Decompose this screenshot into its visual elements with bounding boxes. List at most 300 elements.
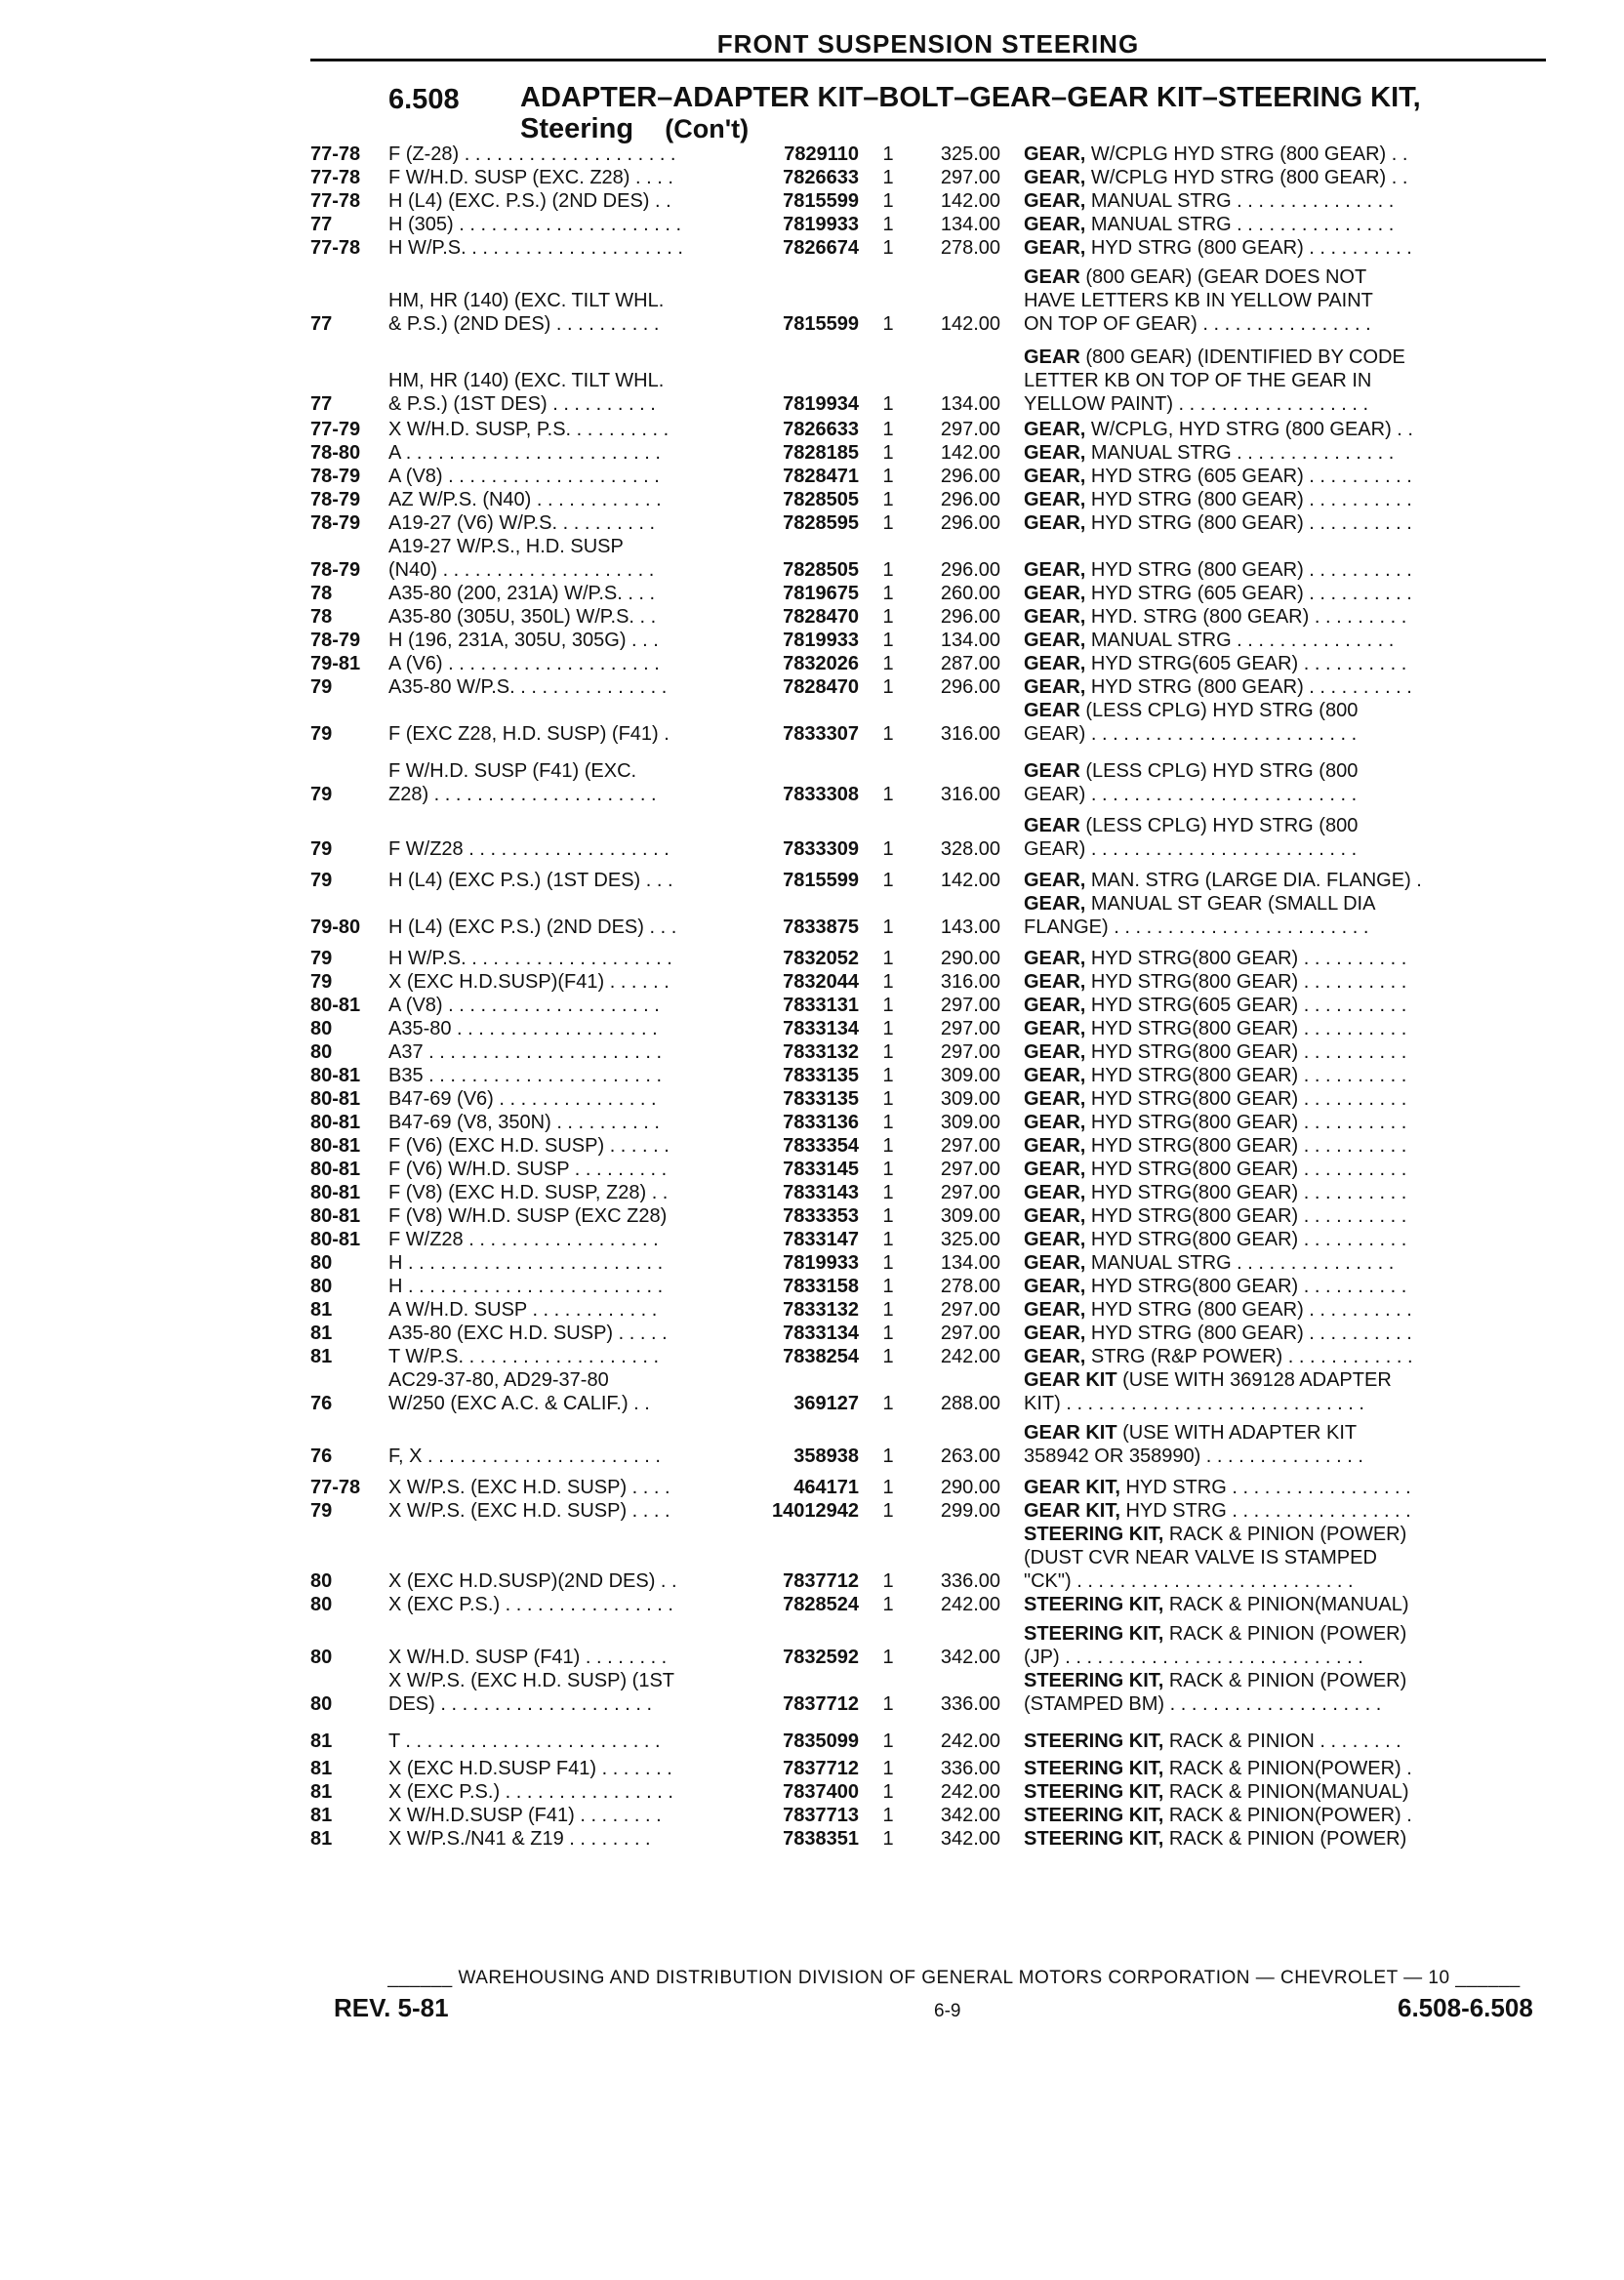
- row-description-term: STEERING KIT,: [1024, 1781, 1164, 1803]
- table-row: [310, 1368, 1579, 1415]
- footer-page-number: 6-9: [934, 2001, 961, 2021]
- row-description-term: GEAR,: [1024, 870, 1086, 891]
- row-price: 278.00: [940, 237, 1000, 259]
- table-row: [310, 1134, 1579, 1158]
- row-description: [1024, 1298, 1579, 1322]
- row-description-term: GEAR,: [1024, 676, 1086, 698]
- row-description-text: HYD STRG(800 GEAR) . . . . . . . . . .: [1085, 1018, 1407, 1039]
- row-description-text: (USE WITH 369128 ADAPTER KIT) . . . . . . . . . . . . . . . . . . . . . . . . . . . .: [1024, 1369, 1392, 1414]
- row-quantity: 1: [882, 214, 894, 235]
- row-model: X (EXC H.D.SUSP F41) . . . . . . .: [388, 1758, 672, 1779]
- row-part-number: 358938: [793, 1445, 859, 1467]
- row-quantity: 1: [882, 1805, 894, 1826]
- row-part-number: 7833134: [783, 1323, 859, 1344]
- row-year: 80-81: [310, 1135, 361, 1157]
- row-quantity: 1: [882, 442, 894, 464]
- row-year: 77-78: [310, 190, 361, 212]
- row-year: 81: [310, 1781, 333, 1803]
- row-price: 297.00: [940, 1182, 1000, 1203]
- row-model: F (V6) (EXC H.D. SUSP) . . . . . .: [388, 1135, 670, 1157]
- table-row: [310, 1087, 1579, 1111]
- row-model: H . . . . . . . . . . . . . . . . . . . . . . . .: [388, 1252, 664, 1274]
- row-description: [1024, 142, 1579, 166]
- row-year: 80: [310, 1041, 333, 1063]
- table-row: [310, 265, 1579, 336]
- header-rule: [310, 59, 1546, 61]
- row-price: 336.00: [940, 1758, 1000, 1779]
- row-description-text: HYD STRG(800 GEAR) . . . . . . . . . .: [1085, 1135, 1407, 1157]
- row-model: T W/P.S. . . . . . . . . . . . . . . . . . .: [388, 1346, 660, 1367]
- row-model: H (L4) (EXC P.S.) (1ST DES) . . .: [388, 870, 673, 891]
- row-quantity: 1: [882, 143, 894, 165]
- row-model: A W/H.D. SUSP . . . . . . . . . . . .: [388, 1299, 658, 1321]
- row-model: HM, HR (140) (EXC. TILT WHL. & P.S.) (1ST DES) . . . . . . . . . .: [388, 370, 665, 415]
- row-model: X W/H.D. SUSP, P.S. . . . . . . . . .: [388, 419, 670, 440]
- row-part-number: 7835099: [783, 1730, 859, 1752]
- row-year: 76: [310, 1445, 333, 1467]
- row-part-number: 7828524: [783, 1594, 859, 1615]
- row-model: H (L4) (EXC P.S.) (2ND DES) . . .: [388, 916, 677, 938]
- table-row: [310, 1017, 1579, 1040]
- row-quantity: 1: [882, 1229, 894, 1250]
- row-description: [1024, 1622, 1579, 1669]
- row-model: B47-69 (V6) . . . . . . . . . . . . . . .: [388, 1088, 657, 1110]
- row-description-text: MANUAL STRG . . . . . . . . . . . . . . .: [1085, 630, 1395, 651]
- row-model: X W/H.D. SUSP (F41) . . . . . . . .: [388, 1647, 668, 1668]
- table-row: [310, 1064, 1579, 1087]
- row-description: [1024, 947, 1579, 970]
- table-row: [310, 511, 1579, 535]
- row-description-term: GEAR,: [1024, 893, 1086, 915]
- row-price: 342.00: [940, 1647, 1000, 1668]
- row-quantity: 1: [882, 419, 894, 440]
- row-description-text: (LESS CPLG) HYD STRG (800 GEAR) . . . . . . . . . . . . . . . . . . . . . . . . .: [1024, 700, 1359, 745]
- table-row: [310, 1275, 1579, 1298]
- row-part-number: 7833132: [783, 1299, 859, 1321]
- row-year: 80: [310, 1276, 333, 1297]
- row-year: 79: [310, 838, 333, 860]
- row-price: 297.00: [940, 1135, 1000, 1157]
- row-description-text: HYD STRG (800 GEAR) . . . . . . . . . .: [1085, 512, 1412, 534]
- row-price: 134.00: [940, 214, 1000, 235]
- row-quantity: 1: [882, 971, 894, 993]
- row-description-term: STEERING KIT,: [1024, 1730, 1164, 1752]
- row-description-text: MANUAL STRG . . . . . . . . . . . . . . .: [1085, 190, 1395, 212]
- row-model: F W/Z28 . . . . . . . . . . . . . . . . . .: [388, 1229, 659, 1250]
- row-price: 260.00: [940, 583, 1000, 604]
- row-price: 328.00: [940, 838, 1000, 860]
- row-description: [1024, 1476, 1579, 1499]
- row-part-number: 7828470: [783, 606, 859, 628]
- row-description-term: GEAR,: [1024, 1112, 1086, 1133]
- row-year: 78-79: [310, 489, 361, 510]
- row-description-text: HYD STRG(800 GEAR) . . . . . . . . . .: [1085, 1159, 1407, 1180]
- row-description: [1024, 1593, 1579, 1616]
- row-price: 297.00: [940, 1323, 1000, 1344]
- row-quantity: 1: [882, 870, 894, 891]
- row-model: F W/Z28 . . . . . . . . . . . . . . . . . . .: [388, 838, 670, 860]
- row-model: A35-80 W/P.S. . . . . . . . . . . . . . .: [388, 676, 668, 698]
- row-description-text: RACK & PINION (POWER) (DUST CVR NEAR VALVE IS STAMPED "CK") . . . . . . . . . . . . . . . . . . . . . . . . . .: [1024, 1524, 1407, 1592]
- row-year: 79-80: [310, 916, 361, 938]
- row-quantity: 1: [882, 1323, 894, 1344]
- row-part-number: 7833136: [783, 1112, 859, 1133]
- row-description-text: HYD STRG (800 GEAR) . . . . . . . . . .: [1085, 237, 1412, 259]
- table-row: [310, 1111, 1579, 1134]
- row-year: 80-81: [310, 1065, 361, 1086]
- row-description-term: GEAR,: [1024, 948, 1086, 969]
- row-description-text: W/CPLG, HYD STRG (800 GEAR) . .: [1085, 419, 1413, 440]
- row-description-text: MANUAL ST GEAR (SMALL DIA FLANGE) . . . . . . . . . . . . . . . . . . . . . . . .: [1024, 893, 1376, 938]
- row-description-term: GEAR,: [1024, 1346, 1086, 1367]
- row-quantity: 1: [882, 1570, 894, 1592]
- row-quantity: 1: [882, 512, 894, 534]
- row-price: 297.00: [940, 1299, 1000, 1321]
- row-part-number: 7815599: [783, 190, 859, 212]
- row-description-text: HYD STRG(800 GEAR) . . . . . . . . . .: [1085, 1205, 1407, 1227]
- row-price: 299.00: [940, 1500, 1000, 1522]
- row-part-number: 7833875: [783, 916, 859, 938]
- row-description-term: GEAR,: [1024, 1065, 1086, 1086]
- row-quantity: 1: [882, 583, 894, 604]
- row-part-number: 7819933: [783, 630, 859, 651]
- row-quantity: 1: [882, 1647, 894, 1668]
- row-model: H (196, 231A, 305U, 305G) . . .: [388, 630, 659, 651]
- row-description-term: GEAR,: [1024, 559, 1086, 581]
- row-quantity: 1: [882, 237, 894, 259]
- row-model: X W/P.S./N41 & Z19 . . . . . . . .: [388, 1828, 651, 1850]
- table-row: [310, 582, 1579, 605]
- row-year: 80-81: [310, 1205, 361, 1227]
- table-row: [310, 994, 1579, 1017]
- row-description: [1024, 970, 1579, 994]
- row-model: F (Z-28) . . . . . . . . . . . . . . . . . . . .: [388, 143, 676, 165]
- table-row: [310, 759, 1579, 806]
- row-description-term: GEAR,: [1024, 214, 1086, 235]
- row-description-text: HYD STRG (800 GEAR) . . . . . . . . . .: [1085, 676, 1412, 698]
- row-price: 142.00: [940, 442, 1000, 464]
- row-part-number: 7828185: [783, 442, 859, 464]
- row-description: [1024, 1730, 1579, 1753]
- row-description: [1024, 994, 1579, 1017]
- row-year: 79: [310, 676, 333, 698]
- table-row: [310, 1298, 1579, 1322]
- row-description-term: GEAR: [1024, 760, 1080, 782]
- row-part-number: 369127: [793, 1393, 859, 1414]
- row-description-term: GEAR,: [1024, 1229, 1086, 1250]
- row-year: 78-79: [310, 559, 361, 581]
- row-price: 296.00: [940, 489, 1000, 510]
- row-price: 242.00: [940, 1346, 1000, 1367]
- row-description: [1024, 892, 1579, 939]
- row-description-term: GEAR,: [1024, 190, 1086, 212]
- row-part-number: 7833145: [783, 1159, 859, 1180]
- row-part-number: 7833158: [783, 1276, 859, 1297]
- row-year: 77-78: [310, 1477, 361, 1498]
- row-price: 296.00: [940, 676, 1000, 698]
- row-description-term: GEAR KIT,: [1024, 1500, 1120, 1522]
- row-price: 316.00: [940, 723, 1000, 745]
- row-quantity: 1: [882, 723, 894, 745]
- row-year: 78-79: [310, 466, 361, 487]
- row-quantity: 1: [882, 995, 894, 1016]
- row-description-text: HYD STRG (800 GEAR) . . . . . . . . . .: [1085, 559, 1412, 581]
- row-model: H W/P.S. . . . . . . . . . . . . . . . . . . . .: [388, 237, 683, 259]
- row-description-text: W/CPLG HYD STRG (800 GEAR) . .: [1085, 143, 1408, 165]
- row-model: H W/P.S. . . . . . . . . . . . . . . . . . . .: [388, 948, 672, 969]
- row-description-text: HYD STRG(800 GEAR) . . . . . . . . . .: [1085, 1041, 1407, 1063]
- row-model: F W/H.D. SUSP (F41) (EXC. Z28) . . . . . . . . . . . . . . . . . . . . .: [388, 760, 657, 805]
- table-row: [310, 652, 1579, 675]
- row-year: 81: [310, 1346, 333, 1367]
- row-year: 79: [310, 870, 333, 891]
- row-part-number: 7815599: [783, 313, 859, 335]
- footer-division: ______ WAREHOUSING AND DISTRIBUTION DIVISION OF GENERAL MOTORS CORPORATION — CHEVROLET — 10 ______: [387, 1968, 1521, 1988]
- row-part-number: 7828595: [783, 512, 859, 534]
- row-price: 287.00: [940, 653, 1000, 674]
- row-description-text: HYD STRG(800 GEAR) . . . . . . . . . .: [1085, 948, 1407, 969]
- row-description-term: STEERING KIT,: [1024, 1594, 1164, 1615]
- row-price: 134.00: [940, 393, 1000, 415]
- row-description: [1024, 1228, 1579, 1251]
- table-row: [310, 441, 1579, 465]
- table-row: [310, 1421, 1579, 1468]
- row-model: X (EXC H.D.SUSP)(2ND DES) . .: [388, 1570, 677, 1592]
- row-description-text: MAN. STRG (LARGE DIA. FLANGE) .: [1085, 870, 1422, 891]
- table-row: [310, 1757, 1579, 1780]
- row-description-text: HYD STRG (800 GEAR) . . . . . . . . . .: [1085, 1299, 1412, 1321]
- table-row: [310, 142, 1579, 166]
- row-description: [1024, 1368, 1579, 1415]
- table-row: [310, 1499, 1579, 1523]
- row-year: 79: [310, 723, 333, 745]
- row-model: X W/P.S. (EXC H.D. SUSP) . . . .: [388, 1500, 670, 1522]
- section-title-subject: Steering: [520, 113, 634, 144]
- row-model: F (V6) W/H.D. SUSP . . . . . . . . .: [388, 1159, 668, 1180]
- row-description-text: STRG (R&P POWER) . . . . . . . . . . . .: [1085, 1346, 1413, 1367]
- row-part-number: 7828505: [783, 489, 859, 510]
- row-part-number: 7837713: [783, 1805, 859, 1826]
- row-description: [1024, 1017, 1579, 1040]
- row-description: [1024, 814, 1579, 861]
- section-number: 6.508: [388, 84, 460, 115]
- row-description-term: GEAR KIT: [1024, 1422, 1117, 1444]
- row-part-number: 7838254: [783, 1346, 859, 1367]
- row-quantity: 1: [882, 676, 894, 698]
- row-quantity: 1: [882, 1182, 894, 1203]
- row-year: 77: [310, 393, 333, 415]
- row-description: [1024, 166, 1579, 189]
- row-description-term: GEAR,: [1024, 971, 1086, 993]
- row-description: [1024, 1181, 1579, 1204]
- row-quantity: 1: [882, 1065, 894, 1086]
- row-year: 81: [310, 1299, 333, 1321]
- row-description-text: HYD STRG (800 GEAR) . . . . . . . . . .: [1085, 489, 1412, 510]
- row-year: 77-78: [310, 143, 361, 165]
- row-description: [1024, 1827, 1579, 1851]
- table-row: [310, 1780, 1579, 1804]
- row-quantity: 1: [882, 1693, 894, 1715]
- row-part-number: 464171: [793, 1477, 859, 1498]
- row-part-number: 7833132: [783, 1041, 859, 1063]
- row-quantity: 1: [882, 1393, 894, 1414]
- row-description-term: STEERING KIT,: [1024, 1758, 1164, 1779]
- table-row: [310, 1251, 1579, 1275]
- row-year: 76: [310, 1393, 333, 1414]
- row-quantity: 1: [882, 1346, 894, 1367]
- row-quantity: 1: [882, 1594, 894, 1615]
- row-price: 296.00: [940, 559, 1000, 581]
- row-part-number: 7832044: [783, 971, 859, 993]
- row-quantity: 1: [882, 916, 894, 938]
- table-row: [310, 892, 1579, 939]
- row-year: 81: [310, 1323, 333, 1344]
- row-year: 80-81: [310, 1088, 361, 1110]
- row-price: 296.00: [940, 512, 1000, 534]
- row-price: 342.00: [940, 1805, 1000, 1826]
- row-description-term: GEAR KIT: [1024, 1369, 1117, 1391]
- row-quantity: 1: [882, 1828, 894, 1850]
- table-row: [310, 1827, 1579, 1851]
- row-part-number: 7833131: [783, 995, 859, 1016]
- row-part-number: 7829110: [784, 143, 859, 165]
- row-price: 263.00: [940, 1445, 1000, 1467]
- table-row: [310, 346, 1579, 416]
- row-description-term: STEERING KIT,: [1024, 1524, 1164, 1545]
- row-description: [1024, 652, 1579, 675]
- row-description: [1024, 869, 1579, 892]
- row-description-term: GEAR,: [1024, 512, 1086, 534]
- row-description: [1024, 189, 1579, 213]
- table-row: [310, 1730, 1579, 1753]
- row-model: F W/H.D. SUSP (EXC. Z28) . . . .: [388, 167, 673, 188]
- row-description-term: STEERING KIT,: [1024, 1670, 1164, 1691]
- row-model: A (V8) . . . . . . . . . . . . . . . . . . . .: [388, 995, 660, 1016]
- row-description-text: RACK & PINION(MANUAL): [1163, 1594, 1409, 1615]
- row-model: F (V8) W/H.D. SUSP (EXC Z28): [388, 1205, 668, 1227]
- row-description-term: STEERING KIT,: [1024, 1623, 1164, 1645]
- page-header: FRONT SUSPENSION STEERING: [716, 29, 1140, 59]
- row-quantity: 1: [882, 1252, 894, 1274]
- row-model: T . . . . . . . . . . . . . . . . . . . . . . . .: [388, 1730, 661, 1752]
- row-part-number: 7833309: [783, 838, 859, 860]
- row-price: 142.00: [940, 190, 1000, 212]
- row-description: [1024, 1780, 1579, 1804]
- footer-revision: REV. 5-81: [334, 1993, 449, 2022]
- row-part-number: 7833134: [783, 1018, 859, 1039]
- row-description-term: GEAR,: [1024, 1252, 1086, 1274]
- row-quantity: 1: [882, 606, 894, 628]
- row-description-term: GEAR,: [1024, 489, 1086, 510]
- row-description-text: HYD STRG(800 GEAR) . . . . . . . . . .: [1085, 1276, 1407, 1297]
- row-description: [1024, 213, 1579, 236]
- row-year: 80: [310, 1252, 333, 1274]
- row-price: 309.00: [940, 1088, 1000, 1110]
- row-year: 80: [310, 1647, 333, 1668]
- row-year: 78: [310, 583, 333, 604]
- row-part-number: 7819675: [783, 583, 859, 604]
- row-year: 80-81: [310, 1112, 361, 1133]
- section-title-line1: ADAPTER–ADAPTER KIT–BOLT–GEAR–GEAR KIT–STEERING KIT,: [520, 82, 1421, 113]
- row-description: [1024, 1204, 1579, 1228]
- row-description-term: GEAR,: [1024, 1088, 1086, 1110]
- row-description-term: GEAR: [1024, 815, 1080, 836]
- row-part-number: 7833308: [783, 784, 859, 805]
- row-description-term: GEAR: [1024, 700, 1080, 721]
- row-price: 309.00: [940, 1112, 1000, 1133]
- table-row: [310, 488, 1579, 511]
- row-part-number: 7833135: [783, 1065, 859, 1086]
- row-description-term: GEAR,: [1024, 1041, 1086, 1063]
- row-price: 242.00: [940, 1781, 1000, 1803]
- row-description-text: (800 GEAR) (IDENTIFIED BY CODE LETTER KB ON TOP OF THE GEAR IN YELLOW PAINT) . . . . . . . . . . . . . . . . . .: [1024, 346, 1405, 415]
- row-description: [1024, 1087, 1579, 1111]
- row-description-text: HYD STRG(605 GEAR) . . . . . . . . . .: [1085, 995, 1407, 1016]
- row-year: 78-79: [310, 512, 361, 534]
- table-row: [310, 605, 1579, 629]
- row-model: AZ W/P.S. (N40) . . . . . . . . . . . .: [388, 489, 662, 510]
- row-price: 134.00: [940, 630, 1000, 651]
- row-description-text: HYD STRG(800 GEAR) . . . . . . . . . .: [1085, 971, 1407, 993]
- row-price: 143.00: [940, 916, 1000, 938]
- table-row: [310, 418, 1579, 441]
- row-year: 81: [310, 1758, 333, 1779]
- row-description-text: RACK & PINION (POWER): [1163, 1828, 1407, 1850]
- row-part-number: 7832052: [783, 948, 859, 969]
- row-description: [1024, 1421, 1579, 1468]
- row-description-text: HYD STRG(800 GEAR) . . . . . . . . . .: [1085, 1182, 1407, 1203]
- row-description-text: HYD STRG(800 GEAR) . . . . . . . . . .: [1085, 1065, 1407, 1086]
- row-part-number: 7828470: [783, 676, 859, 698]
- row-part-number: 7837712: [783, 1693, 859, 1715]
- row-description-term: GEAR: [1024, 266, 1080, 288]
- row-description: [1024, 1322, 1579, 1345]
- row-description-term: GEAR: [1024, 346, 1080, 368]
- row-part-number: 7828505: [783, 559, 859, 581]
- row-year: 78-79: [310, 630, 361, 651]
- row-description-text: HYD STRG . . . . . . . . . . . . . . . . .: [1119, 1500, 1411, 1522]
- row-description-term: GEAR,: [1024, 1018, 1086, 1039]
- table-row: [310, 1158, 1579, 1181]
- row-model: F (V8) (EXC H.D. SUSP, Z28) . .: [388, 1182, 669, 1203]
- section-title-cont: (Con't): [665, 114, 750, 143]
- row-year: 80-81: [310, 1229, 361, 1250]
- row-description-text: (LESS CPLG) HYD STRG (800 GEAR) . . . . . . . . . . . . . . . . . . . . . . . . .: [1024, 760, 1359, 805]
- row-description: [1024, 441, 1579, 465]
- table-row: [310, 535, 1579, 582]
- row-part-number: 7833354: [783, 1135, 859, 1157]
- row-quantity: 1: [882, 190, 894, 212]
- row-price: 297.00: [940, 419, 1000, 440]
- row-model: X W/H.D.SUSP (F41) . . . . . . . .: [388, 1805, 662, 1826]
- row-price: 297.00: [940, 1041, 1000, 1063]
- row-part-number: 7826633: [783, 167, 859, 188]
- row-model: H (305) . . . . . . . . . . . . . . . . . . . . .: [388, 214, 682, 235]
- row-model: A35-80 (EXC H.D. SUSP) . . . . .: [388, 1323, 668, 1344]
- row-description-text: (800 GEAR) (GEAR DOES NOT HAVE LETTERS KB IN YELLOW PAINT ON TOP OF GEAR) . . . . . . . . . . . . . . . .: [1024, 266, 1373, 335]
- table-row: [310, 1476, 1579, 1499]
- table-row: [310, 1804, 1579, 1827]
- row-description-term: GEAR,: [1024, 1276, 1086, 1297]
- row-quantity: 1: [882, 1135, 894, 1157]
- row-year: 79: [310, 971, 333, 993]
- table-row: [310, 1622, 1579, 1669]
- table-row: [310, 1204, 1579, 1228]
- row-part-number: 7819933: [783, 214, 859, 235]
- row-description-text: HYD STRG(605 GEAR) . . . . . . . . . .: [1085, 653, 1407, 674]
- row-price: 297.00: [940, 1159, 1000, 1180]
- row-model: A (V8) . . . . . . . . . . . . . . . . . . . .: [388, 466, 660, 487]
